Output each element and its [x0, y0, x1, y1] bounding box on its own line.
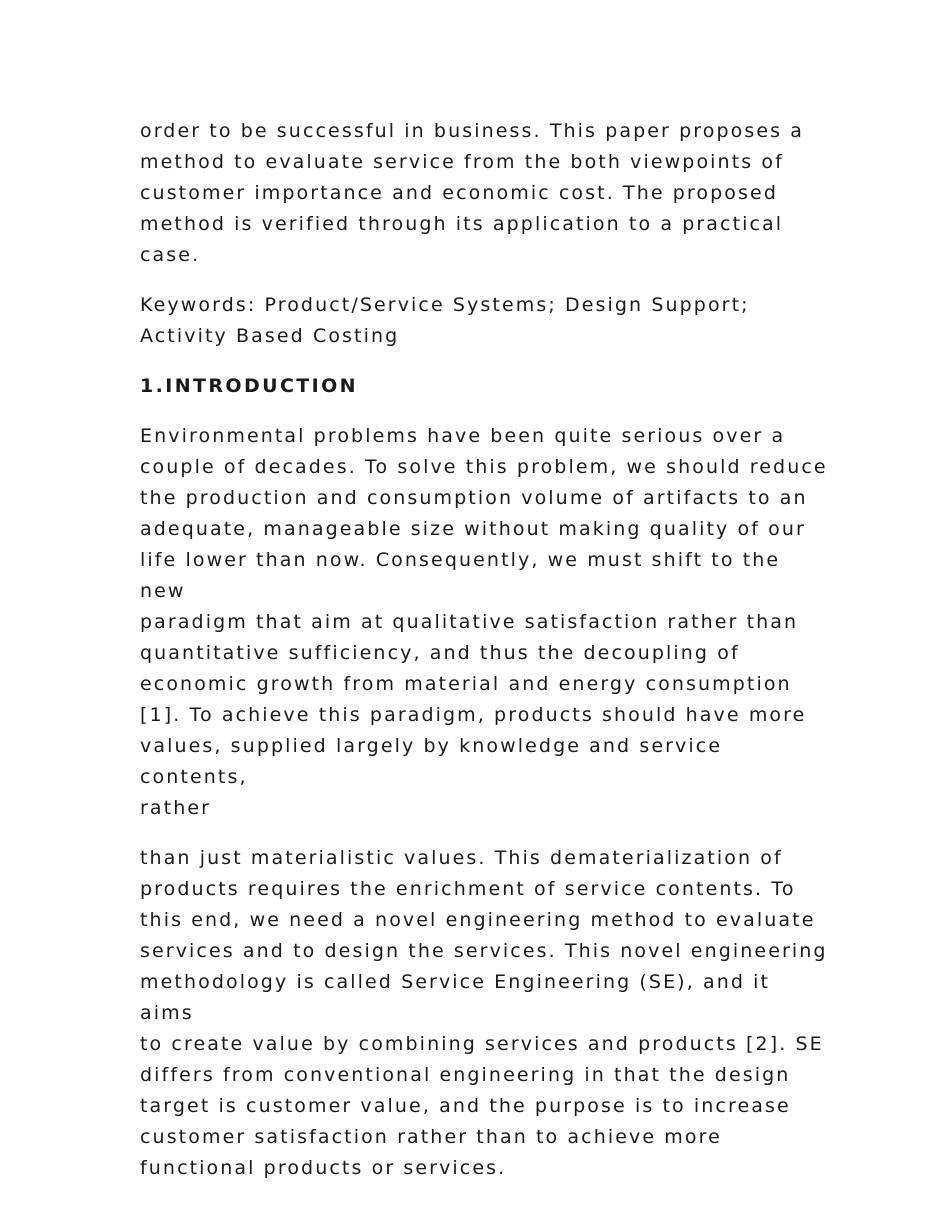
keywords-paragraph: Keywords: Product/Service Systems; Design Support; Activity Based Costing [140, 294, 750, 347]
introduction-paragraph-2: than just materialistic values. This dematerialization of products requires the enrichment of service contents. To this end, we need a novel engineering method to evaluate services and to design the services. This novel engineering methodology is called Service Engineering (SE), and it aims to create value by combining services and products [2]. SE differs from conventional engineering in that the design target is customer value, and the purpose is to increase customer satisfaction rather than to achieve more functional products or services. [140, 847, 828, 1179]
section-heading-introduction: 1.INTRODUCTION [140, 375, 358, 397]
abstract-conclusion-paragraph: order to be successful in business. This paper proposes a method to evaluate service from the both viewpoints of customer importance and economic cost. The proposed method is verified through its application to a practical case. [140, 120, 805, 266]
introduction-paragraph-1: Environmental problems have been quite serious over a couple of decades. To solve this problem, we should reduce the production and consumption volume of artifacts to an adequate, manageable size without making quality of our life lower than now. Consequently, we must shift to the new paradigm that aim at qualitative satisfaction rather than quantitative sufficiency, and thus the decoupling of economic growth from material and energy consumption [1]. To achieve this paradigm, products should have more values, supplied largely by knowledge and service contents, rather [140, 425, 828, 819]
document-body [140, 116, 830, 1203]
